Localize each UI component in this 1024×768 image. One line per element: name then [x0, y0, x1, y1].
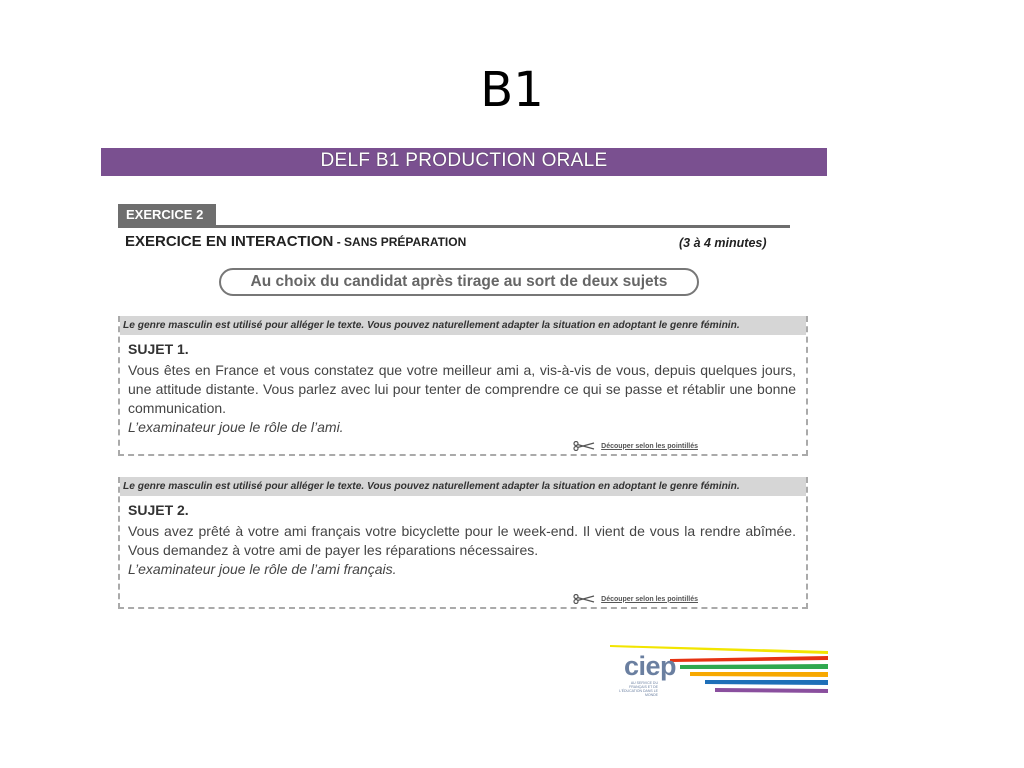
- logo-stripe: [690, 672, 828, 677]
- subject-card-2: [118, 477, 808, 609]
- logo-text: ciep: [624, 651, 677, 681]
- exercise-duration: (3 à 4 minutes): [679, 236, 767, 250]
- exercise-tab: EXERCICE 2: [118, 204, 216, 226]
- exercise-heading-main: EXERCICE EN INTERACTION: [125, 233, 334, 250]
- exercise-heading: [125, 233, 466, 250]
- subject-title: SUJET 1.: [128, 341, 189, 357]
- subject-text: Vous avez prêté à votre ami français votre bicyclette pour le week-end. Il vient de vous la rendre abîmée. Vous demandez à votre ami de payer les réparations nécessaires.: [128, 523, 796, 558]
- choice-instruction: Au choix du candidat après tirage au sort de deux sujets: [219, 268, 699, 296]
- exercise-heading-sub: - SANS PRÉPARATION: [333, 235, 467, 249]
- logo-stripe: [715, 688, 828, 693]
- scissors-icon: [573, 594, 595, 604]
- subject-text: Vous êtes en France et vous constatez que votre meilleur ami a, vis-à-vis de vous, depuis quelques jours, une attitude distante. Vous parlez avec lui pour tenter de comprendre ce qui se passe et rétablir une bonne communication.: [128, 362, 796, 416]
- ciep-logo: [610, 643, 828, 695]
- scissors-icon: [573, 441, 595, 451]
- logo-stripe: [680, 664, 828, 669]
- logo-stripe: [670, 656, 828, 662]
- slide-title: B1: [480, 62, 544, 118]
- exercise-rule: [118, 225, 790, 228]
- delf-banner: DELF B1 PRODUCTION ORALE: [101, 148, 827, 176]
- subject-title: SUJET 2.: [128, 502, 189, 518]
- cut-label: Découper selon les pointillés: [601, 595, 698, 603]
- cut-line: [573, 594, 698, 604]
- subject-card-1: [118, 316, 808, 456]
- subject-role: L’examinateur joue le rôle de l’ami.: [128, 419, 344, 435]
- gender-notice: Le genre masculin est utilisé pour alléger le texte. Vous pouvez naturellement adapter la situation en adoptant le genre féminin.: [120, 316, 806, 335]
- logo-stripe: [705, 680, 828, 685]
- cut-label: Découper selon les pointillés: [601, 442, 698, 450]
- cut-line: [573, 441, 698, 451]
- subject-role: L’examinateur joue le rôle de l’ami français.: [128, 561, 397, 577]
- logo-tagline: AU SERVICE DU FRANÇAIS ET DE L'ÉDUCATION DANS LE MONDE: [619, 681, 658, 697]
- gender-notice: Le genre masculin est utilisé pour alléger le texte. Vous pouvez naturellement adapter la situation en adoptant le genre féminin.: [120, 477, 806, 496]
